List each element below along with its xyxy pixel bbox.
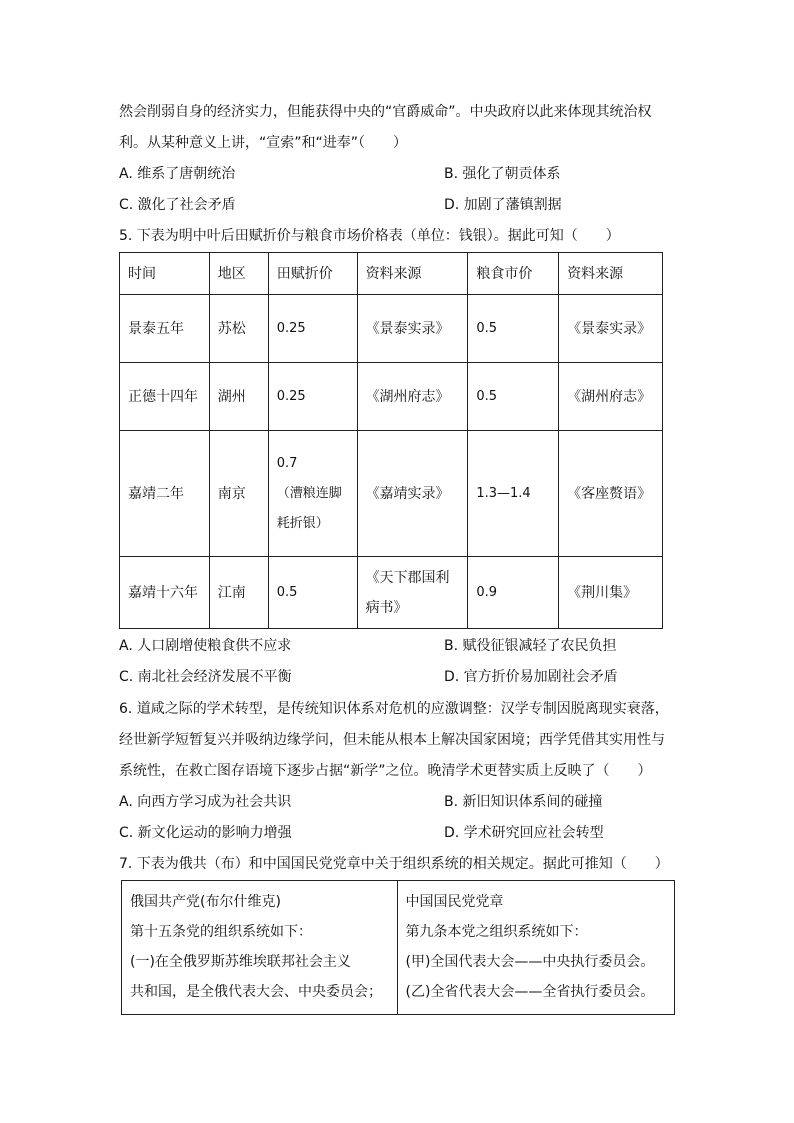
table-cell: 《嘉靖实录》 — [357, 431, 468, 557]
q7-left-line: (一)在全俄罗斯苏维埃联邦社会主义 — [130, 954, 351, 970]
table-cell: 《湖州府志》 — [559, 363, 663, 431]
table-cell: 正德十四年 — [120, 363, 210, 431]
table-cell: 0.25 — [268, 363, 357, 431]
table-cell: 1.3—1.4 — [468, 431, 559, 557]
table-header-cell: 资料来源 — [357, 253, 468, 295]
table-header-cell: 地区 — [209, 253, 268, 295]
table-cell: 嘉靖二年 — [120, 431, 210, 557]
q6-stem-line2: 经世新学短暂复兴并吸纳边缘学问，但未能从根本上解决国家困境；西学凭借其实用性与 — [119, 732, 665, 748]
q7-right-cell — [397, 881, 675, 1015]
table-header-cell: 粮食市价 — [468, 253, 559, 295]
q4-option-d: D. 加剧了藩镇割据 — [444, 197, 562, 213]
q7-stem: 7. 下表为俄共（布）和中国国民党党章中关于组织系统的相关规定。据此可推知（ ） — [119, 856, 669, 872]
table-cell: 0.5 — [468, 295, 559, 363]
table-row — [120, 295, 663, 363]
table-row — [122, 881, 675, 1015]
q6-option-c: C. 新文化运动的影响力增强 — [119, 825, 292, 841]
table-header-cell: 时间 — [120, 253, 210, 295]
table-row — [120, 431, 663, 557]
table-cell: 0.5 — [468, 363, 559, 431]
table-cell: 0.25 — [268, 295, 357, 363]
q5-table — [119, 252, 663, 629]
q6-option-a: A. 向西方学习成为社会共识 — [119, 794, 292, 810]
q4-option-a: A. 维系了唐朝统治 — [119, 166, 236, 182]
q4-stem-line1: 然会削弱自身的经济实力，但能获得中央的“官爵威命”。中央政府以此来体现其统治权 — [119, 104, 652, 120]
table-header-cell: 田赋折价 — [268, 253, 357, 295]
q7-right-line: (乙)全省代表大会——全省执行委员会。 — [405, 984, 655, 1000]
q5-option-b: B. 赋役征银减轻了农民负担 — [444, 638, 617, 654]
table-cell: 苏松 — [209, 295, 268, 363]
table-cell: 南京 — [209, 431, 268, 557]
table-cell: 湖州 — [209, 363, 268, 431]
table-header-cell: 资料来源 — [559, 253, 663, 295]
q7-right-line: 中国国民党党章 — [405, 894, 504, 910]
table-cell: 0.9 — [468, 557, 559, 629]
q7-left-line: 第十五条党的组织系统如下： — [130, 924, 312, 940]
table-cell: 景泰五年 — [120, 295, 210, 363]
q4-option-b: B. 强化了朝贡体系 — [444, 166, 561, 182]
table-header-row — [120, 253, 663, 295]
q6-option-d: D. 学术研究回应社会转型 — [444, 825, 604, 841]
q7-left-line: 共和国，是全俄代表大会、中央委员会； — [130, 984, 382, 1000]
table-cell: 《湖州府志》 — [357, 363, 468, 431]
q5-option-a: A. 人口剧增使粮食供不应求 — [119, 638, 292, 654]
q6-option-b: B. 新旧知识体系间的碰撞 — [444, 794, 603, 810]
table-cell: 江南 — [209, 557, 268, 629]
q6-stem-line1: 6. 道咸之际的学术转型，是传统知识体系对危机的应激调整：汉学专制因脱离现实衰落， — [119, 701, 669, 717]
q7-left-line: 俄国共产党(布尔什维克) — [130, 894, 281, 910]
q6-stem-line3: 系统性，在救亡图存语境下逐步占据“新学”之位。晚清学术更替实质上反映了（ ） — [119, 763, 652, 779]
q5-option-c: C. 南北社会经济发展不平衡 — [119, 669, 292, 685]
table-cell: 《荆川集》 — [559, 557, 663, 629]
q7-table — [121, 880, 675, 1015]
table-cell: 《景泰实录》 — [357, 295, 468, 363]
q4-option-c: C. 激化了社会矛盾 — [119, 197, 236, 213]
table-cell: 《客座赘语》 — [559, 431, 663, 557]
table-cell: 嘉靖十六年 — [120, 557, 210, 629]
table-row — [120, 557, 663, 629]
table-cell: 《天下郡国利 病书》 — [357, 557, 468, 629]
q7-left-cell — [122, 881, 398, 1015]
table-cell: 《景泰实录》 — [559, 295, 663, 363]
table-cell: 0.5 — [268, 557, 357, 629]
q4-stem-line2: 利。从某种意义上讲，“宣索”和“进奉”（ ） — [119, 135, 408, 151]
table-row — [120, 363, 663, 431]
table-cell: 0.7 （漕粮连脚 耗折银） — [268, 431, 357, 557]
q5-option-d: D. 官方折价易加剧社会矛盾 — [444, 669, 618, 685]
q5-stem: 5. 下表为明中叶后田赋折价与粮食市场价格表（单位：钱银）。据此可知（ ） — [119, 228, 620, 244]
q7-right-line: (甲)全国代表大会——中央执行委员会。 — [405, 954, 655, 970]
q7-right-line: 第九条本党之组织系统如下： — [405, 924, 588, 940]
